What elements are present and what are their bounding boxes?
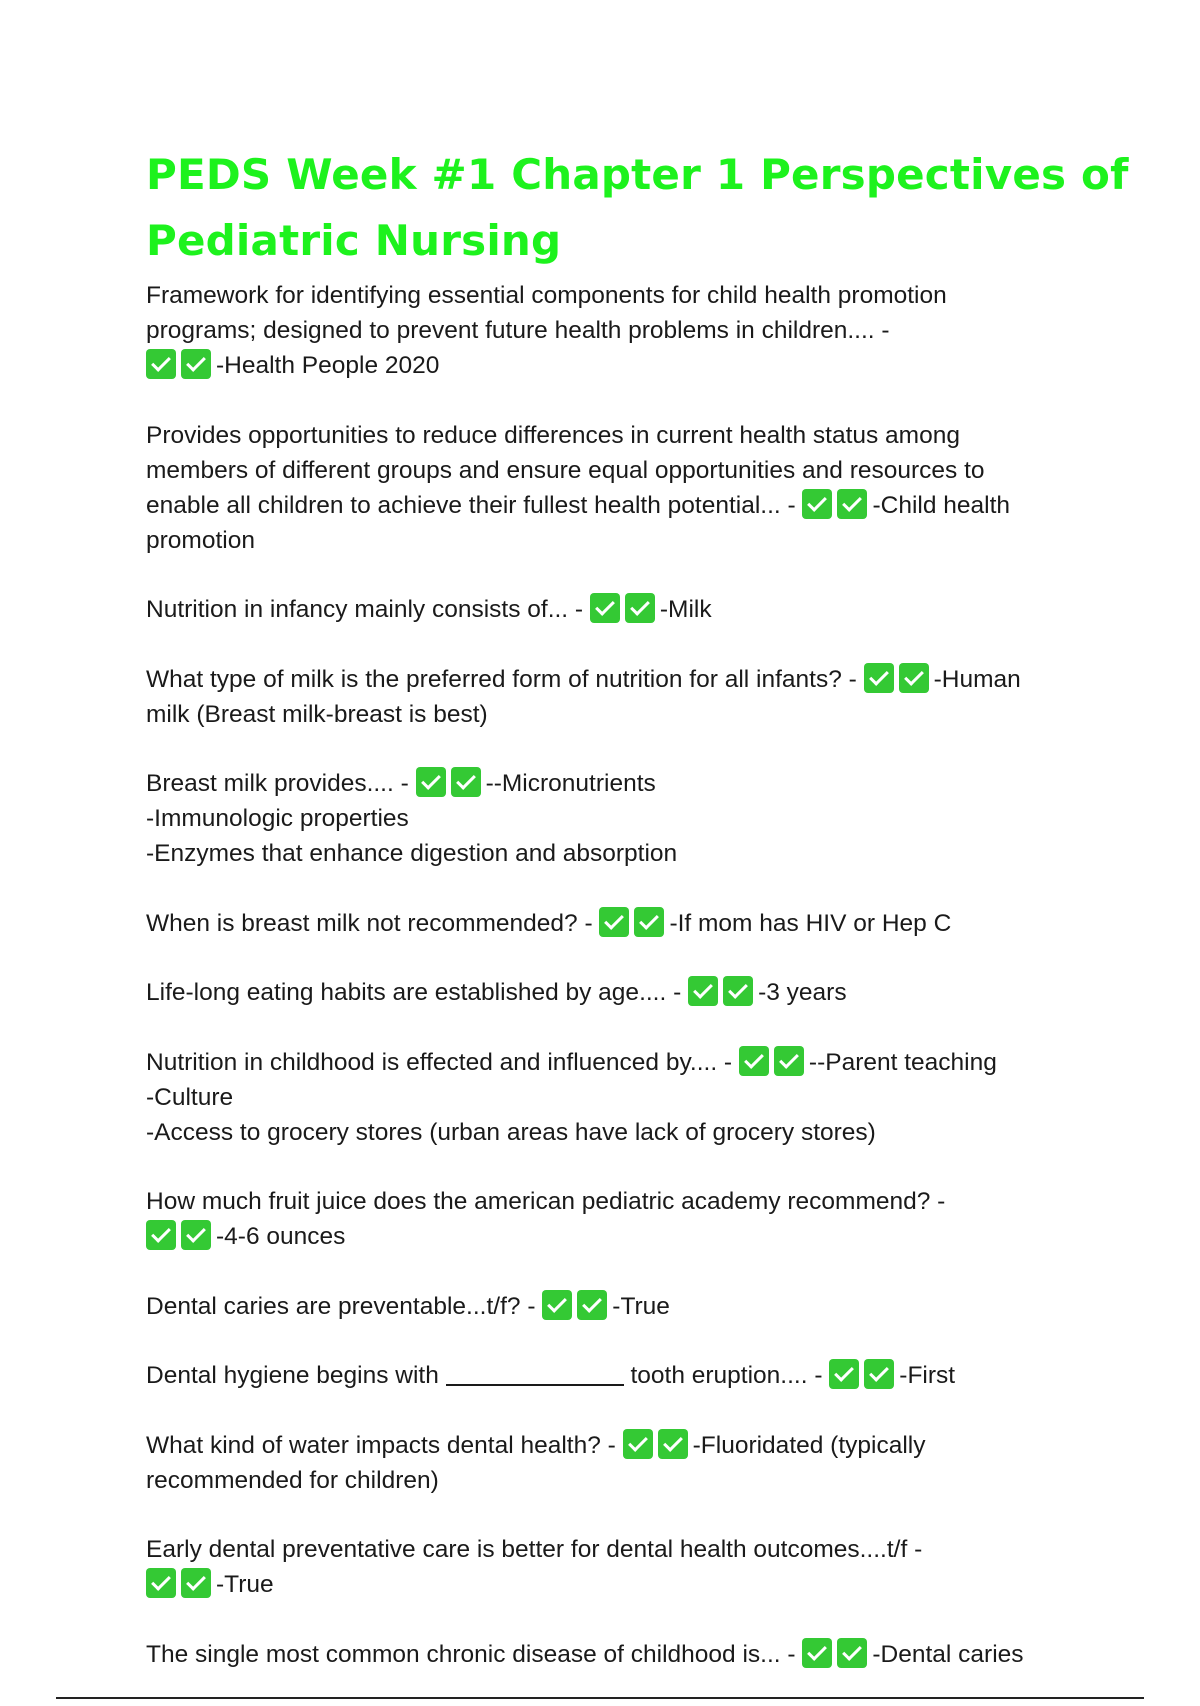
page-bottom-rule: [56, 1697, 1144, 1699]
question-text: programs; designed to prevent future health problems in children.... -: [146, 317, 890, 344]
flashcard: [146, 1358, 1106, 1393]
check-mark-button-icon: [802, 489, 832, 519]
answer-text: -Milk: [659, 596, 712, 623]
flashcard: [146, 975, 1106, 1010]
answer-text: -Human: [933, 665, 1021, 693]
flashcard: [146, 278, 1106, 383]
flashcard: [146, 1428, 1106, 1498]
flashcard: [146, 766, 1106, 871]
check-mark-button-icon: [146, 1220, 176, 1250]
answer-text: -4-6 ounces: [216, 1223, 346, 1250]
flashcard: [146, 662, 1106, 732]
question-text: When is breast milk not recommended? -: [146, 909, 593, 937]
answer-text: milk (Breast milk-breast is best): [146, 700, 488, 728]
flashcard: [146, 1532, 1106, 1602]
question-text: What type of milk is the preferred form of nutrition for all infants? -: [146, 665, 857, 693]
title-line-1: PEDS Week #1 Chapter 1 Perspectives of: [146, 150, 1129, 199]
question-text: The single most common chronic disease of childhood is... -: [146, 1640, 796, 1668]
question-text: Breast milk provides.... -: [146, 770, 409, 797]
check-mark-button-icon: [634, 907, 664, 937]
check-mark-button-icon: [739, 1046, 769, 1076]
question-text: Nutrition in infancy mainly consists of... -: [146, 596, 584, 623]
check-mark-button-icon: [623, 1429, 653, 1459]
question-text: How much fruit juice does the american pediatric academy recommend? -: [146, 1188, 946, 1215]
answer-text: -True: [216, 1571, 274, 1598]
question-text: members of different groups and ensure equal opportunities and resources to: [146, 456, 985, 484]
flashcard: [146, 1045, 1106, 1150]
check-mark-button-icon: [599, 907, 629, 937]
check-mark-button-icon: [837, 1638, 867, 1668]
answer-text: -Culture: [146, 1083, 234, 1111]
check-mark-button-icon: [416, 767, 446, 797]
page-title: [146, 142, 1129, 274]
question-text: Dental caries are preventable...t/f? -: [146, 1292, 536, 1320]
fill-in-blank: [446, 1364, 624, 1386]
check-mark-button-icon: [181, 349, 211, 379]
check-mark-button-icon: [181, 1220, 211, 1250]
question-text: Provides opportunities to reduce differences in current health status among: [146, 421, 960, 449]
question-text: tooth eruption.... -: [630, 1362, 823, 1389]
flashcard: [146, 592, 1106, 627]
check-mark-button-icon: [146, 1568, 176, 1598]
answer-text: -Fluoridated (typically: [692, 1431, 926, 1459]
check-mark-button-icon: [723, 976, 753, 1006]
answer-text: -Enzymes that enhance digestion and absorption: [146, 840, 678, 867]
answer-text: -Health People 2020: [216, 352, 440, 379]
flashcard: [146, 906, 1106, 941]
flashcard: [146, 1637, 1106, 1672]
check-mark-button-icon: [829, 1359, 859, 1389]
check-mark-button-icon: [864, 1359, 894, 1389]
check-mark-button-icon: [802, 1638, 832, 1668]
check-mark-button-icon: [899, 663, 929, 693]
answer-text: -Dental caries: [872, 1640, 1024, 1668]
answer-text: --Micronutrients: [485, 770, 656, 797]
question-text: What kind of water impacts dental health? -: [146, 1431, 616, 1459]
check-mark-button-icon: [774, 1046, 804, 1076]
check-mark-button-icon: [625, 593, 655, 623]
answer-text: -3 years: [758, 979, 847, 1006]
question-text: Framework for identifying essential components for child health promotion: [146, 282, 947, 309]
check-mark-button-icon: [577, 1290, 607, 1320]
check-mark-button-icon: [864, 663, 894, 693]
answer-text: recommended for children): [146, 1466, 439, 1494]
flashcard: [146, 1184, 1106, 1254]
question-text: Dental hygiene begins with: [146, 1362, 439, 1389]
check-mark-button-icon: [146, 349, 176, 379]
answer-text: -Immunologic properties: [146, 805, 409, 832]
check-mark-button-icon: [181, 1568, 211, 1598]
check-mark-button-icon: [451, 767, 481, 797]
check-mark-button-icon: [658, 1429, 688, 1459]
answer-text: --Parent teaching: [808, 1048, 997, 1076]
check-mark-button-icon: [542, 1290, 572, 1320]
title-line-2: Pediatric Nursing: [146, 216, 562, 265]
answer-text: -If mom has HIV or Hep C: [669, 909, 952, 937]
flashcard-list: [146, 278, 1106, 1706]
question-text: enable all children to achieve their fullest health potential... -: [146, 491, 796, 519]
check-mark-button-icon: [837, 489, 867, 519]
question-text: Life-long eating habits are established by age.... -: [146, 979, 682, 1006]
check-mark-button-icon: [688, 976, 718, 1006]
check-mark-button-icon: [590, 593, 620, 623]
flashcard: [146, 1289, 1106, 1324]
answer-text: -Child health: [872, 491, 1011, 519]
answer-text: -True: [612, 1292, 670, 1320]
question-text: Early dental preventative care is better for dental health outcomes....t/f -: [146, 1536, 923, 1563]
answer-text: -Access to grocery stores (urban areas have lack of grocery stores): [146, 1118, 876, 1146]
question-text: Nutrition in childhood is effected and influenced by.... -: [146, 1048, 733, 1076]
flashcard: [146, 418, 1106, 558]
answer-text: promotion: [146, 526, 255, 554]
answer-text: -First: [899, 1362, 956, 1389]
